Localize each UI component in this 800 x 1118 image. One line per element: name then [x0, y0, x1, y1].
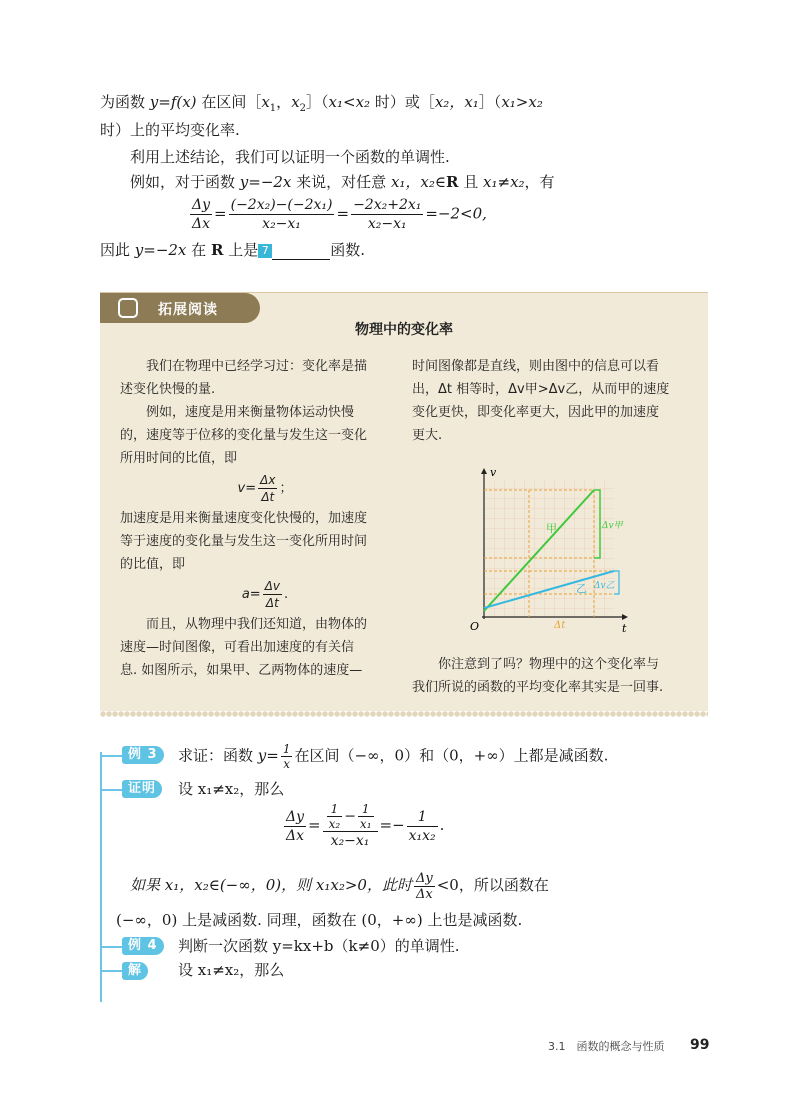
reading-left-column [120, 355, 410, 682]
question-marker: 7 [258, 244, 272, 258]
math-text: x₂，x₁ [434, 93, 479, 111]
math-text: x₁<x₂ [328, 93, 371, 111]
box-bottom-border [100, 711, 708, 717]
fraction: $\frac{\Delta y}{\Delta x}$ [415, 870, 433, 902]
math-text: y=f(x) [149, 93, 197, 111]
text-line: 述变化快慢的量. [120, 382, 216, 397]
math-text: y=−2x [239, 173, 292, 191]
reading-right-column [412, 355, 702, 447]
example-3-text: 求证：函数 y= $\frac{1}{x}$ 在区间（−∞，0）和（0，+∞）上都是减函数. [178, 742, 609, 771]
fill-blank [272, 245, 330, 260]
left-paragraph [120, 507, 410, 576]
left-paragraph [120, 355, 410, 470]
label-yi: 乙 [576, 582, 587, 595]
example-4-badge: 例 4 [122, 937, 164, 955]
text: 上是 [223, 241, 259, 259]
text-line: 息. 如图所示，如果甲、乙两物体的速度— [120, 663, 363, 678]
fraction: $\frac{\text{−2x₂+2x₁}}{\text{x₂−x₁}}$ [353, 197, 422, 232]
page-number: 99 [690, 1037, 710, 1053]
text-line: 的，速度等于位移的变化量与发生这一变化 [120, 428, 368, 443]
fraction: $\frac{\Delta x}{\Delta t}$ [260, 473, 276, 504]
spine-tick [100, 970, 122, 972]
math-text: x₁≠x₂ [483, 173, 525, 191]
set-symbol: R [446, 173, 459, 191]
text: 为函数 [100, 93, 150, 111]
proof-equation: $\frac{\Delta y}{\Delta x}$ = $\frac{1}{\text{x₂}}$ − $\frac{1}{\text{x₁}}$ x₂−x₁ =− $\frac{1}{\text{x₁x₂}}$ . [286, 802, 445, 849]
proof-line-2: 如果 x₁，x₂∈(−∞，0)，则 x₁x₂>0，此时 $\frac{\Delta y}{\Delta x}$ <0，所以函数在 [130, 870, 549, 902]
paragraph-line: 为函数 y=f(x) 在区间$[x_1$，$x_2](x_1<x_2$ 时）或［x₂，x₁］（x₁>x₂ [100, 93, 543, 114]
fraction: $\frac{\Delta v}{\Delta t}$ [264, 579, 281, 610]
label-dv-yi: Δv乙 [594, 581, 615, 591]
acceleration-formula: a= $\frac{\Delta v}{\Delta t}$ . [241, 579, 289, 610]
text: ∈ [434, 173, 447, 191]
paragraph-line [130, 172, 555, 192]
fraction: $\frac{1}{x}$ [282, 742, 291, 771]
text-line: 所用时间的比值，即 [120, 451, 238, 466]
text: 因此 [100, 241, 135, 259]
label-dv-jia: Δv甲 [602, 521, 623, 531]
text-line: 时间图像都是直线，则由图中的信息可以看 [412, 359, 660, 374]
book-icon [118, 298, 138, 318]
label-origin: O [470, 620, 480, 633]
text: ］（ [306, 93, 329, 111]
text-line: 我们在物理中已经学习过：变化率是描 [120, 359, 368, 374]
math-text: =−2<0, [425, 204, 487, 223]
spine-tick [100, 946, 122, 948]
velocity-formula: v= $\frac{\Delta x}{\Delta t}$ ； [237, 473, 293, 504]
math-text: y=−2x [134, 241, 187, 259]
text: 例如，对于函数 [130, 173, 240, 191]
solution-badge: 解 [122, 962, 148, 980]
footer-section: 3.1 函数的概念与性质 [548, 1040, 665, 1053]
text: ， [276, 93, 292, 111]
reading-title: 物理中的变化率 [355, 322, 453, 338]
proof-badge: 证明 [122, 780, 162, 798]
label-jia: 甲 [546, 522, 557, 535]
label-t: t [622, 622, 627, 635]
reading-right-bottom [412, 653, 702, 699]
text: ，有 [524, 173, 555, 191]
math-text: x [291, 93, 300, 111]
text-line: 我们所说的函数的平均变化率其实是一回事. [412, 680, 664, 695]
text-line: 加速度是用来衡量速度变化快慢的，加速度 [120, 511, 368, 526]
fraction: $\frac{\Delta y}{\Delta x}$ [192, 197, 211, 232]
text-line: 等于速度的变化量与发生这一变化所用时间 [120, 534, 368, 549]
paragraph-line: 利用上述结论，我们可以证明一个函数的单调性. [130, 148, 450, 166]
spine-tick [100, 755, 122, 757]
text: 时）或［ [370, 93, 435, 111]
math-text: x₁，x₂ [390, 173, 435, 191]
label-v: v [490, 468, 497, 479]
t-axis-arrow [622, 614, 628, 620]
text: 函数. [330, 241, 365, 259]
text: 来说，对任意 [291, 173, 391, 191]
paragraph-line: 时）上的平均变化率. [100, 121, 240, 139]
example-4-text: 判断一次函数 y=kx+b（k≠0）的单调性. [178, 937, 460, 955]
reading-header-label: 拓展阅读 [158, 302, 218, 318]
text: 在区间［ [196, 93, 262, 111]
fraction: $\frac{1}{\text{x₁x₂}}$ [408, 808, 436, 844]
extended-reading-box [100, 292, 708, 711]
v-axis-arrow [481, 468, 487, 474]
solution-text: 设 x₁≠x₂，那么 [178, 961, 285, 979]
fraction: $\frac{1}{\text{x₁}}$ [359, 802, 372, 831]
left-paragraph [120, 613, 410, 682]
velocity-time-graph [464, 468, 632, 638]
text-line: 例如，速度是用来衡量物体运动快慢 [120, 405, 355, 420]
label-dt: Δt [554, 620, 566, 631]
text-line: 速度—时间图像，可看出加速度的有关信 [120, 640, 355, 655]
math-text: x [261, 93, 270, 111]
text-line: 的比值，即 [120, 557, 186, 572]
fraction: $\frac{\text{(−2x₂)−(−2x₁)}}{\text{x₂−x₁}}$ [230, 197, 333, 232]
math-text: x₁>x₂ [501, 93, 543, 111]
compound-fraction: $\frac{1}{\text{x₂}}$ − $\frac{1}{\text{x₁}}$ x₂−x₁ [323, 802, 378, 850]
set-symbol: R [210, 241, 224, 259]
equation: $\frac{\Delta y}{\Delta x}$ = $\frac{\text{(−2x₂)−(−2x₁)}}{\text{x₂−x₁}}$ = $\frac{\text{−2x₂+2x₁}}{\text{x₂−x₁}}$ =−2<0, [192, 197, 487, 232]
proof-intro: 设 x₁≠x₂，那么 [178, 780, 285, 798]
text: 在 [186, 241, 211, 259]
bracket-yi [614, 571, 619, 594]
fraction: $\frac{1}{\text{x₂}}$ [328, 802, 341, 831]
text-line: 你注意到了吗？物理中的这个变化率与 [412, 657, 660, 672]
text: 且 [458, 173, 484, 191]
text: ］（ [478, 93, 502, 111]
spine-tick [100, 789, 122, 791]
text-line: 出，Δt 相等时，Δv甲>Δv乙，从而甲的速度 [412, 382, 670, 397]
text-line: 变化更快，即变化率更大，因此甲的加速度 [412, 405, 660, 420]
text-line: 更大. [412, 428, 443, 443]
text-line: 而且，从物理中我们还知道，由物体的 [120, 617, 368, 632]
proof-line-3: (−∞，0) 上是减函数. 同理，函数在 (0，+∞) 上也是减函数. [116, 911, 523, 929]
example-3-badge: 例 3 [122, 746, 164, 764]
paragraph-line [100, 240, 365, 260]
fraction: $\frac{\Delta y}{\Delta x}$ [286, 808, 305, 844]
